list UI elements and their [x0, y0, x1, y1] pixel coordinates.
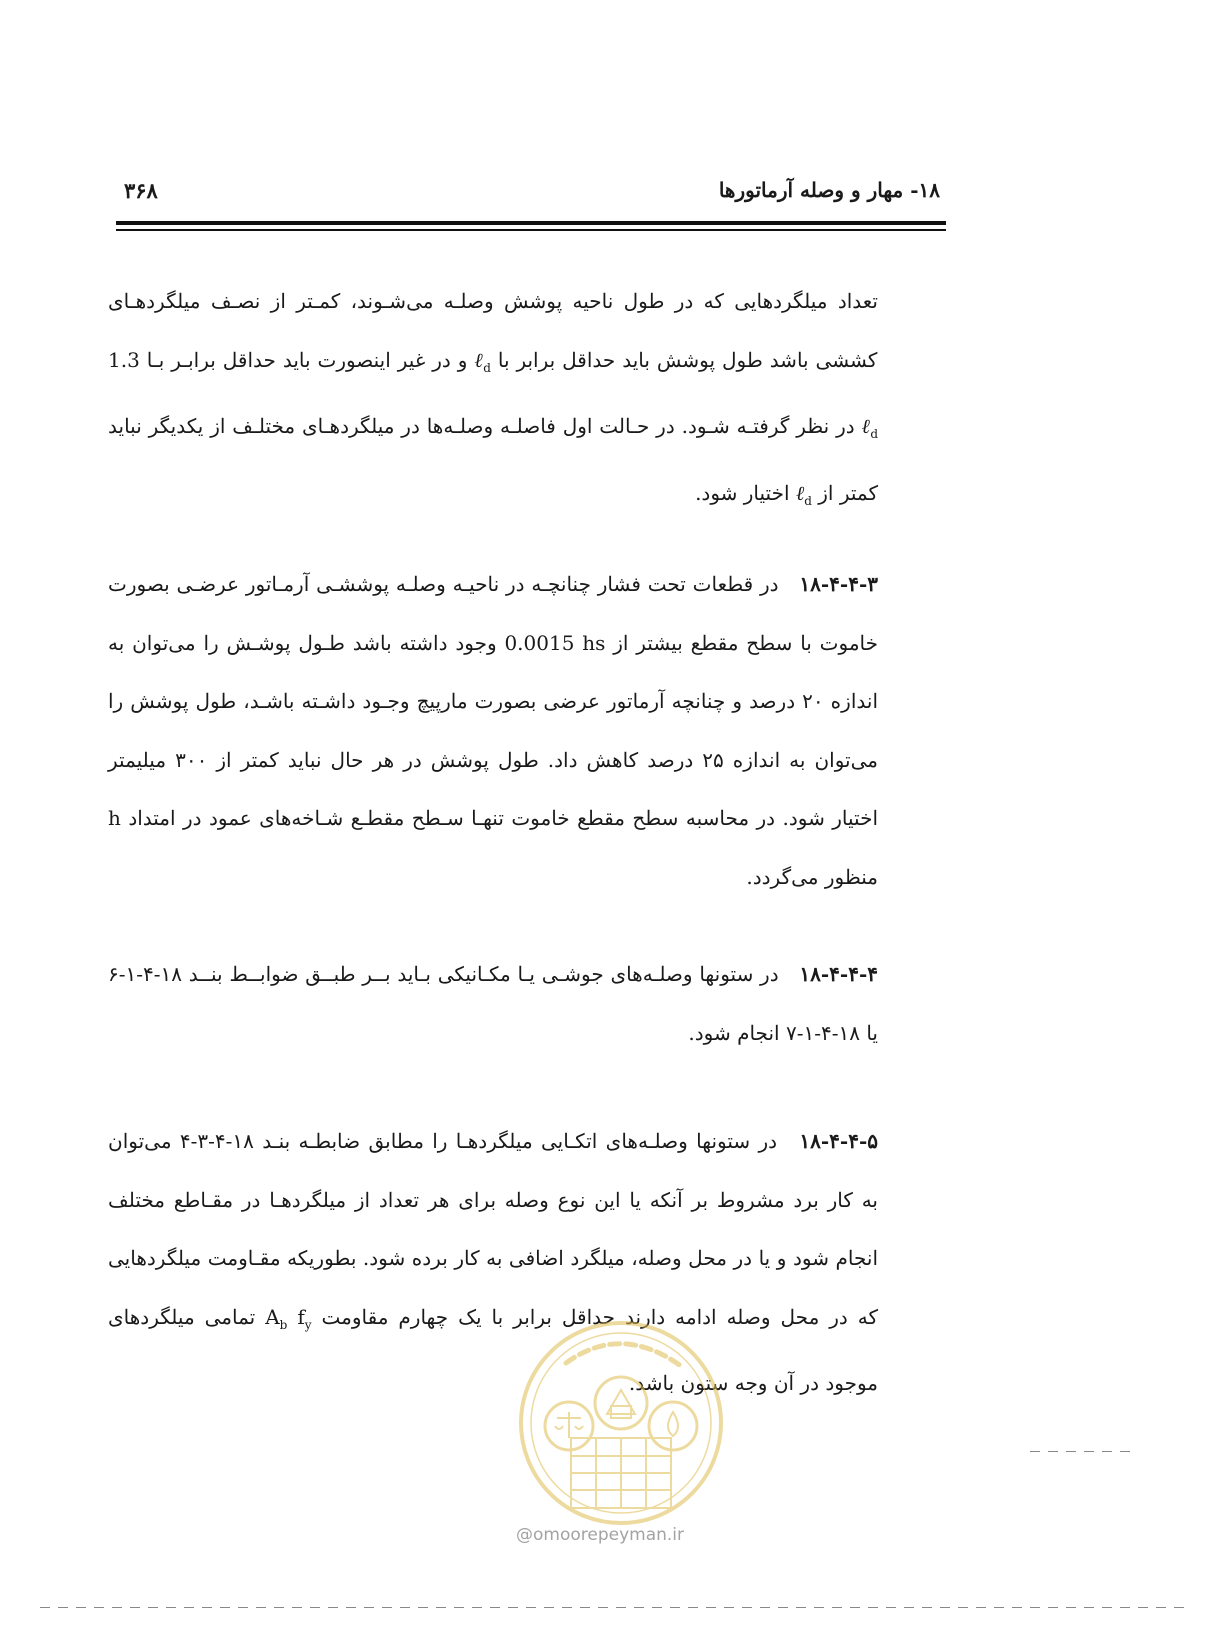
clause-18-4-4-3	[108, 555, 878, 906]
hs-formula: 0.0015 hs	[504, 630, 606, 655]
watermark-seal-icon	[511, 1318, 731, 1528]
clause-number: ۱۸-۴-۴-۵	[799, 1129, 879, 1153]
scan-artifact-line	[40, 1607, 1190, 1608]
clause-number: ۱۸-۴-۴-۴	[799, 962, 878, 986]
paragraph-text: در نظر گرفتـه شـود. در حـالت اول فاصلـه وصلـه‌ها در میلگردهـای مختلـف از یکدیگر نباید کمتر از	[108, 414, 878, 505]
paragraph-text: تمامی میلگردهای موجود در آن وجه ستون باشد.	[108, 1304, 878, 1395]
ld-symbol: ℓ$_d$	[795, 480, 812, 508]
page-number: ۳۶۸	[124, 178, 158, 203]
page-header	[118, 178, 944, 218]
clause-18-4-4-4	[108, 945, 878, 1062]
header-rule-thin	[116, 229, 946, 231]
scan-artifact-line	[1030, 1451, 1130, 1452]
paragraph-text: تعداد میلگردهایی که در طول ناحیه پوشش وصلـه می‌شـوند، کمـتر از نصـف میلگردهـای کششی باشد طول پوشش باید حداقل برابر با	[108, 289, 878, 372]
paragraph-text: در ستونها وصلـه‌های اتکـایی میلگردهـا را مطابق ضابطـه بنـد ۱۸-۴-۳-۴ می‌توان به کار برد مشروط بر آنکه یا این نوع وصله برای هر تعداد از میلگردهـا در مقـاطع مختلف انجام شود و یا در محل وصله، میلگرد اضافی به کار برده شود. بطوریکه مقـاومت میلگردهایی که در محل وصله ادامه دارند حداقل برابر با یک چهارم مقاومت	[108, 1129, 879, 1329]
paragraph-text: و در غیر اینصورت باید حداقل برابـر بـا	[146, 347, 468, 372]
chapter-title: ۱۸- مهار و وصله آرماتورها	[718, 178, 940, 202]
paragraph-lap-length	[108, 272, 878, 530]
paragraph-text: منظور می‌گردد.	[746, 864, 878, 889]
paragraph-text: در ستونها وصلـه‌های جوشـی یـا مکـانیکی بـاید بــر طبــق ضوابــط بنــد ۱۸-۴-۱-۶ یا ۱۸-۴-۱-۷ انجام شود.	[108, 962, 878, 1045]
watermark-site-text: @omoorepeyman.ir	[516, 1525, 685, 1545]
paragraph-text: اختیار شود.	[695, 480, 790, 505]
paragraph-text: در قطعات تحت فشار چنانچـه در ناحیـه وصلـه پوششـی آرمـاتور عرضـی بصورت خاموت با سطح مقطع بیشتر از	[108, 572, 879, 655]
clause-18-4-4-5	[108, 1112, 878, 1413]
ld-symbol: ℓ$_d$	[474, 347, 491, 375]
clause-number: ۱۸-۴-۴-۳	[799, 572, 878, 596]
h-symbol: h	[108, 806, 121, 830]
ab-fy-formula: $A_b$ $f_y$	[265, 1304, 312, 1332]
paragraph-text: وجود داشته باشد طـول پوشـش را می‌توان به اندازه ۲۰ درصد و چنانچه آرماتور عرضی بصورت مارپیچ وجـود داشـته باشـد، طول پوشش را می‌توان به اندازه ۲۵ درصد کاهش داد. طول پوشش در هر حال نباید کمتر از ۳۰۰ میلیمتر اختیار شود. در محاسبه سطح مقطع خاموت تنهـا سـطح مقطـع شـاخه‌های عمود در امتداد	[108, 630, 878, 830]
header-rule-thick	[116, 221, 946, 225]
ld-coefficient-symbol: 1.3 ℓ$_d$	[108, 347, 878, 441]
